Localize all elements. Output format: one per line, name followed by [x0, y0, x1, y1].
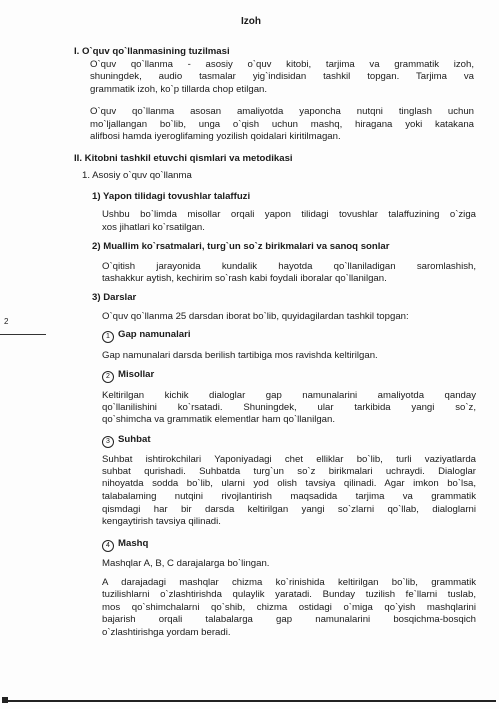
paragraph-line: qismdagi har bir darsda keltirilgan yangi so`zlarni qo`llab, dialoglarni [102, 504, 476, 515]
subheading-pronunciation: 1) Yapon tilidagi tovushlar talaffuzi [92, 191, 251, 202]
paragraph-line: talabalaming nutqini rivojlantirish maqsadida tarjima va grammatik [102, 491, 476, 502]
paragraph-line: Ushbu bo`limda misollar orqali yapon tilidagi tovushlar talaffuzining o`ziga [102, 209, 476, 220]
subsection-title: Mashq [118, 538, 149, 549]
section-heading-structure: I. O`quv qo`llanmasining tuzilmasi [74, 46, 230, 57]
subsection-heading-exercises [102, 538, 148, 552]
paragraph-line: shuningdek, audio tasmalar yig`indisidan tashkil topgan. Tarjima va [90, 71, 474, 82]
paragraph-line: mo`ljallangan bo`lib, unga o`qish uchun mashq, hiragana yoki katakana [90, 119, 474, 130]
paragraph-line: bajarish orqali talabalarga gap namunalarini bosqichma-bosqich [102, 614, 476, 625]
subheading-lessons: 3) Darslar [92, 292, 137, 303]
paragraph-line: Mashqlar A, B, C darajalarga bo`lingan. [102, 558, 270, 569]
list-item-main-textbook: 1. Asosiy o`quv qo`llanma [82, 170, 192, 181]
circled-number-3: 3 [102, 436, 114, 448]
circled-number-4: 4 [102, 540, 114, 552]
page-title: Izoh [241, 16, 261, 27]
paragraph-line: qo`shimcha va grammatik elementlar ham qo`llanilgan. [102, 414, 336, 425]
paragraph-line: qo`llanilishini ko`rsatadi. Shuningdek, ular tarkibida yangi so`z, [102, 402, 476, 413]
paragraph-line: o`zlashtirishga yordam beradi. [102, 627, 231, 638]
paragraph-line: grammatik izoh, ko`p tillarda chop etilgan. [90, 84, 268, 95]
subsection-title: Misollar [118, 369, 155, 380]
circled-number-1: 1 [102, 331, 114, 343]
paragraph-line: alifbosi hamda iyeroglifaming yozilish qoidalari kiritilmagan. [90, 131, 341, 142]
subsection-heading-examples [102, 369, 154, 383]
subsection-heading-dialogue [102, 434, 151, 448]
paragraph-line: O`quv qo`llanma 25 darsdan iborat bo`lib, quyidagilardan tashkil topgan: [102, 311, 409, 322]
paragraph-line: suhbat qurishadi. Suhbatda turg`un so`z birikmalari uchraydi. Dialoglar [102, 466, 476, 477]
subsection-heading-sentence-patterns [102, 329, 191, 343]
margin-mark: 2 [4, 317, 9, 326]
paragraph-line: tashakkur aytish, kechirim so`rash kabi foydali iboralar qo`llanilgan. [102, 273, 387, 284]
subsection-title: Gap namunalari [118, 329, 191, 340]
bottom-rule [6, 700, 496, 702]
circled-number-2: 2 [102, 371, 114, 383]
paragraph-line: kengaytirish tavsiya qilinadi. [102, 516, 221, 527]
subsection-title: Suhbat [118, 434, 151, 445]
paragraph-line: nihoyatda sodda bo`lib, ularni yod olish tavsiya qilinadi. Agar imkon bo`lsa, [102, 478, 476, 489]
margin-rule [0, 334, 46, 335]
paragraph-line: xos jihatlari ko`rsatilgan. [102, 222, 205, 233]
paragraph-line: tuzilishlarni o`zlashtirishda qulaylik yaratadi. Bunday tuzilish fe`llarni tuslab, [102, 589, 476, 600]
paragraph-line: O`quv qo`llanma asosan amaliyotda yaponcha nutqni tinglash uchun [90, 106, 474, 117]
paragraph-line: mos qo`shimchalarni qo`shib, chizma ostidagi o`miga qo`yish mashqlarini [102, 602, 476, 613]
paragraph-line: Keltirilgan kichik dialoglar gap namunalarini amaliyotda qanday [102, 390, 476, 401]
paragraph-line: O`quv qo`llanma - asosiy o`quv kitobi, tarjima va grammatik izoh, [90, 59, 474, 70]
paragraph-line: Suhbat ishtirokchilari Yaponiyadagi chet elliklar bo`lib, turli vaziyatlarda [102, 454, 476, 465]
subheading-instructions: 2) Muallim ko`rsatmalari, turg`un so`z birikmalari va sanoq sonlar [92, 241, 390, 252]
paragraph-line: Gap namunalari darsda berilish tartibiga mos ravishda keltirilgan. [102, 350, 378, 361]
paragraph-line: O`qitish jarayonida kundalik hayotda qo`llaniladigan saromlashish, [102, 261, 476, 272]
section-heading-components: II. Kitobni tashkil etuvchi qismlari va metodikasi [74, 153, 293, 164]
paragraph-line: A darajadagi mashqlar chizma ko`rinishida keltirilgan bo`lib, grammatik [102, 577, 476, 588]
